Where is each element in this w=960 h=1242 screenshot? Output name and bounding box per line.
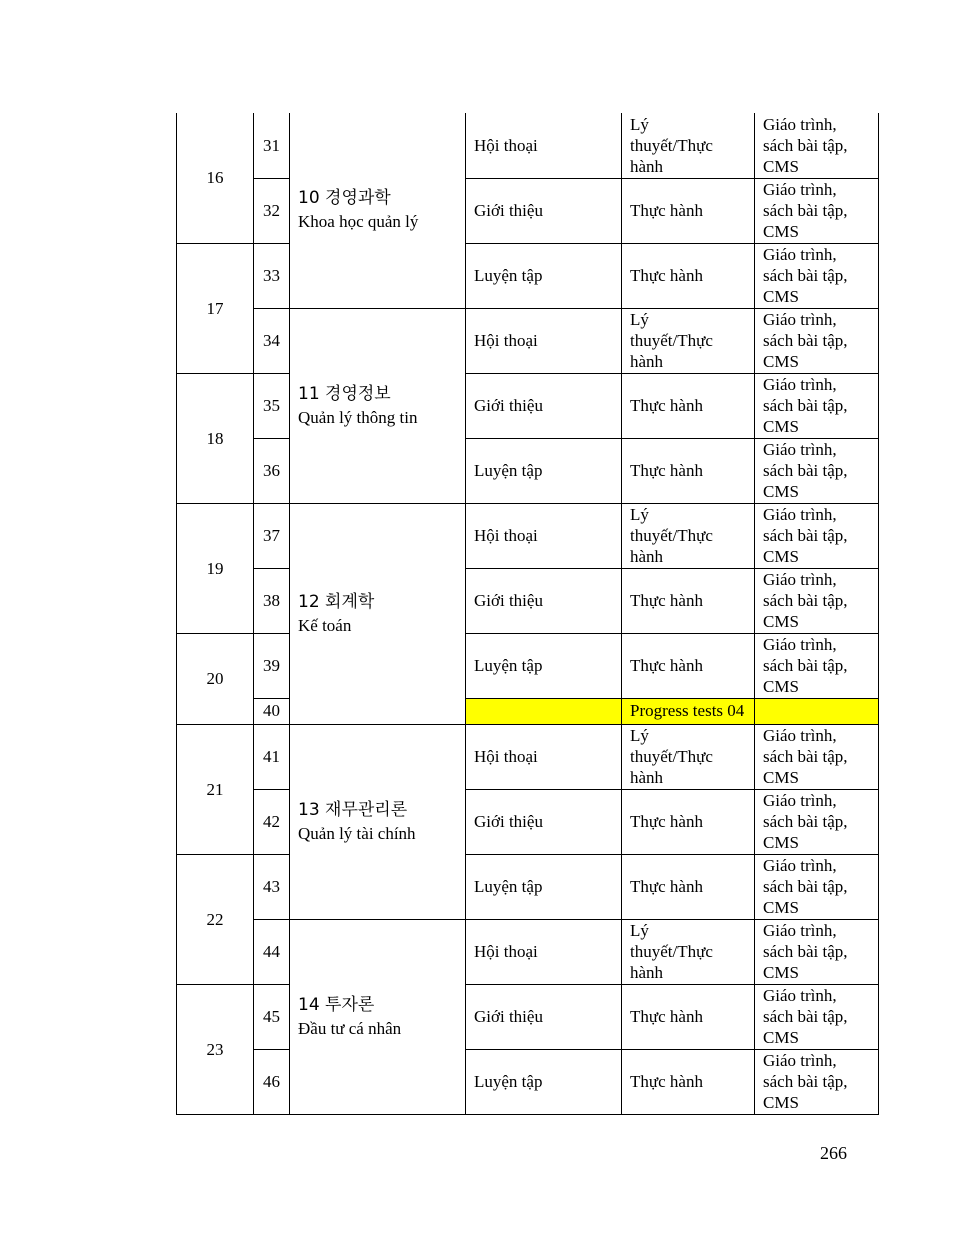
lesson-number: 45 xyxy=(254,984,290,1049)
table-row xyxy=(177,789,879,854)
form-cell: Thực hành xyxy=(622,633,755,698)
content-cell: Luyện tập xyxy=(466,1049,622,1114)
lesson-number: 34 xyxy=(254,308,290,373)
content-cell: Hội thoại xyxy=(466,308,622,373)
materials-cell: Giáo trình, sách bài tập, CMS xyxy=(755,503,879,568)
content-cell: Luyện tập xyxy=(466,243,622,308)
materials-cell: Giáo trình, sách bài tập, CMS xyxy=(755,243,879,308)
form-cell: Lý thuyết/Thực hành xyxy=(622,308,755,373)
materials-cell: Giáo trình, sách bài tập, CMS xyxy=(755,568,879,633)
table-row xyxy=(177,854,879,919)
table-row xyxy=(177,568,879,633)
form-cell: Thực hành xyxy=(622,789,755,854)
page-number: 266 xyxy=(820,1143,847,1163)
lesson-number: 37 xyxy=(254,503,290,568)
materials-cell: Giáo trình, sách bài tập, CMS xyxy=(755,113,879,178)
progress-test-row xyxy=(177,698,879,724)
table-row xyxy=(177,984,879,1049)
table-row xyxy=(177,503,879,568)
table-row xyxy=(177,438,879,503)
topic-korean: 11 경영정보 xyxy=(298,383,391,404)
table-row xyxy=(177,178,879,243)
materials-cell: Giáo trình, sách bài tập, CMS xyxy=(755,984,879,1049)
week-cell: 22 xyxy=(177,854,254,984)
topic-cell xyxy=(290,724,466,919)
lesson-number: 42 xyxy=(254,789,290,854)
materials-cell: Giáo trình, sách bài tập, CMS xyxy=(755,178,879,243)
content-cell: Hội thoại xyxy=(466,724,622,789)
topic-korean: 14 투자론 xyxy=(298,994,375,1015)
form-cell: Lý thuyết/Thực hành xyxy=(622,113,755,178)
form-cell: Thực hành xyxy=(622,373,755,438)
lesson-number: 32 xyxy=(254,178,290,243)
topic-cell xyxy=(290,113,466,308)
lesson-number: 36 xyxy=(254,438,290,503)
form-cell: Thực hành xyxy=(622,1049,755,1114)
topic-vietnamese: Khoa học quản lý xyxy=(298,212,419,232)
form-cell: Thực hành xyxy=(622,568,755,633)
schedule-table xyxy=(176,113,879,1115)
content-cell: Hội thoại xyxy=(466,113,622,178)
materials-cell: Giáo trình, sách bài tập, CMS xyxy=(755,724,879,789)
topic-vietnamese: Đầu tư cá nhân xyxy=(298,1018,402,1038)
materials-cell: Giáo trình, sách bài tập, CMS xyxy=(755,308,879,373)
table-row xyxy=(177,308,879,373)
content-cell: Giới thiệu xyxy=(466,373,622,438)
lesson-number: 44 xyxy=(254,919,290,984)
highlight-cell xyxy=(466,698,622,724)
form-cell: Thực hành xyxy=(622,178,755,243)
content-cell: Luyện tập xyxy=(466,633,622,698)
materials-cell: Giáo trình, sách bài tập, CMS xyxy=(755,373,879,438)
lesson-number: 31 xyxy=(254,113,290,178)
table-row xyxy=(177,1049,879,1114)
table-row xyxy=(177,633,879,698)
progress-test-label: Progress tests 04 xyxy=(622,698,755,724)
topic-vietnamese: Quản lý thông tin xyxy=(298,407,418,427)
content-cell: Hội thoại xyxy=(466,503,622,568)
form-cell: Thực hành xyxy=(622,243,755,308)
table-row xyxy=(177,243,879,308)
table-row xyxy=(177,113,879,178)
lesson-number: 46 xyxy=(254,1049,290,1114)
content-cell: Giới thiệu xyxy=(466,568,622,633)
highlight-cell xyxy=(755,698,879,724)
lesson-number: 43 xyxy=(254,854,290,919)
materials-cell: Giáo trình, sách bài tập, CMS xyxy=(755,633,879,698)
form-cell: Lý thuyết/Thực hành xyxy=(622,919,755,984)
topic-vietnamese: Quản lý tài chính xyxy=(298,823,416,843)
lesson-number: 38 xyxy=(254,568,290,633)
week-cell: 21 xyxy=(177,724,254,854)
topic-cell xyxy=(290,503,466,724)
form-cell: Thực hành xyxy=(622,854,755,919)
topic-cell xyxy=(290,308,466,503)
materials-cell: Giáo trình, sách bài tập, CMS xyxy=(755,789,879,854)
form-cell: Thực hành xyxy=(622,984,755,1049)
materials-cell: Giáo trình, sách bài tập, CMS xyxy=(755,438,879,503)
topic-vietnamese: Kế toán xyxy=(298,615,352,635)
table-row xyxy=(177,373,879,438)
content-cell: Hội thoại xyxy=(466,919,622,984)
form-cell: Thực hành xyxy=(622,438,755,503)
lesson-number: 35 xyxy=(254,373,290,438)
topic-korean: 12 회계학 xyxy=(298,591,375,612)
week-cell: 16 xyxy=(177,113,254,243)
topic-cell xyxy=(290,919,466,1114)
lesson-number: 41 xyxy=(254,724,290,789)
content-cell: Luyện tập xyxy=(466,854,622,919)
week-cell: 19 xyxy=(177,503,254,633)
content-cell: Giới thiệu xyxy=(466,984,622,1049)
materials-cell: Giáo trình, sách bài tập, CMS xyxy=(755,919,879,984)
week-cell: 23 xyxy=(177,984,254,1114)
topic-korean: 10 경영과학 xyxy=(298,188,391,209)
lesson-number: 39 xyxy=(254,633,290,698)
content-cell: Giới thiệu xyxy=(466,789,622,854)
lesson-number: 40 xyxy=(254,698,290,724)
form-cell: Lý thuyết/Thực hành xyxy=(622,503,755,568)
content-cell: Giới thiệu xyxy=(466,178,622,243)
lesson-number: 33 xyxy=(254,243,290,308)
week-cell: 18 xyxy=(177,373,254,503)
form-cell: Lý thuyết/Thực hành xyxy=(622,724,755,789)
table-row xyxy=(177,724,879,789)
week-cell: 20 xyxy=(177,633,254,724)
topic-korean: 13 재무관리론 xyxy=(298,799,408,820)
content-cell: Luyện tập xyxy=(466,438,622,503)
materials-cell: Giáo trình, sách bài tập, CMS xyxy=(755,854,879,919)
week-cell: 17 xyxy=(177,243,254,373)
table-row xyxy=(177,919,879,984)
materials-cell: Giáo trình, sách bài tập, CMS xyxy=(755,1049,879,1114)
